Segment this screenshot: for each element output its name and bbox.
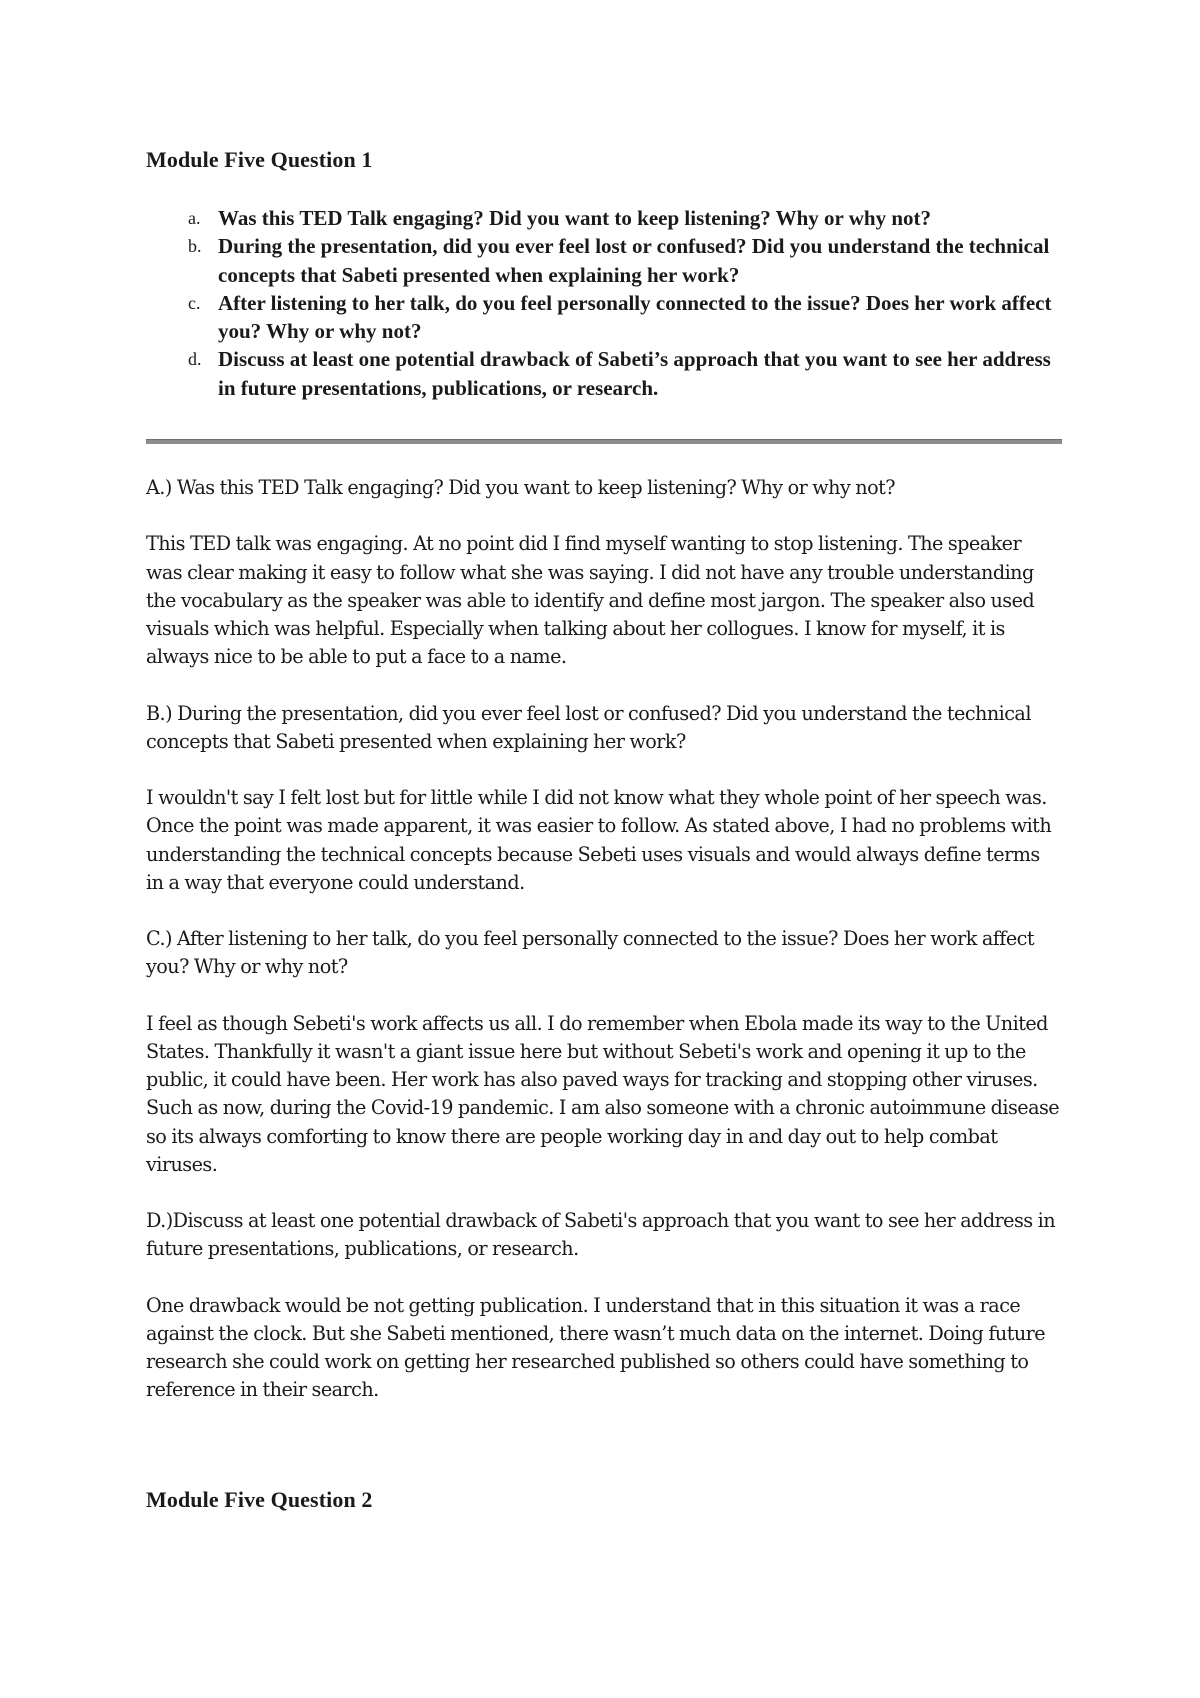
question-text: Was this TED Talk engaging? Did you want to keep listening? Why or why not?: [218, 206, 932, 230]
question-text: Discuss at least one potential drawback of Sabeti’s approach that you want to see her address in future presentations, publications, or research.: [218, 347, 1051, 400]
question-item: [146, 204, 1062, 232]
list-marker: d.: [188, 349, 202, 370]
question-item: [146, 289, 1062, 346]
question-item: [146, 345, 1062, 402]
answer-question-d: D.)Discuss at least one potential drawback of Sabeti's approach that you want to see her address in future presentations, publications, or research.: [146, 1209, 1056, 1261]
list-marker: a.: [188, 208, 201, 228]
answer-question-c: C.) After listening to her talk, do you feel personally connected to the issue? Does her work affect you? Why or why not?: [146, 927, 1034, 979]
answers-section: [146, 474, 1062, 1433]
horizontal-divider: [146, 439, 1062, 444]
list-marker: c.: [188, 292, 201, 313]
answer-paragraph-a: This TED talk was engaging. At no point did I find myself wanting to stop listening. The speaker was clear making it easy to follow what she was saying. I did not have any trouble understanding the vocabulary as the speaker was able to identify and define most jargon. The speaker also used visuals which was helpful. Especially when talking about her collogues. I know for myself, it is always nice to be able to put a face to a name.: [146, 532, 1035, 669]
answer-paragraph-d: One drawback would be not getting publication. I understand that in this situation it was a race against the clock. But she Sabeti mentioned, there wasn’t much data on the internet. Doing future research she could work on getting her researched published so others could have something to reference in their search.: [146, 1293, 1046, 1402]
list-marker: b.: [188, 236, 202, 257]
question-text: After listening to her talk, do you feel personally connected to the issue? Does her work affect you? Why or why not?: [218, 290, 1052, 344]
section-heading: Module Five Question 1: [146, 147, 373, 172]
answer-question-a: A.) Was this TED Talk engaging? Did you want to keep listening? Why or why not?: [146, 476, 895, 499]
question-text: During the presentation, did you ever feel lost or confused? Did you understand the technical concepts that Sabeti presented when explaining her work?: [218, 234, 1050, 287]
answer-paragraph-b: I wouldn't say I felt lost but for little while I did not know what they whole point of her speech was. Once the point was made apparent, it was easier to follow. As stated above, I had no problems with understanding the technical concepts because Sebeti uses visuals and would always define terms in a way that everyone could understand.: [146, 786, 1052, 894]
answer-question-b: B.) During the presentation, did you ever feel lost or confused? Did you understand the technical concepts that Sabeti presented when explaining her work?: [146, 701, 1031, 753]
question-list: [146, 204, 1062, 402]
answer-paragraph-c: I feel as though Sebeti's work affects us all. I do remember when Ebola made its way to the United States. Thankfully it wasn't a giant issue here but without Sebeti's work and opening it up to the public, it could have been. Her work has also paved ways for tracking and stopping other viruses. Such as now, during the Covid-19 pandemic. I am also someone with a chronic autoimmune disease so its always comforting to know there are people working day in and day out to help combat viruses.: [146, 1011, 1060, 1176]
section-heading: Module Five Question 2: [146, 1487, 373, 1512]
question-item: [146, 232, 1062, 289]
